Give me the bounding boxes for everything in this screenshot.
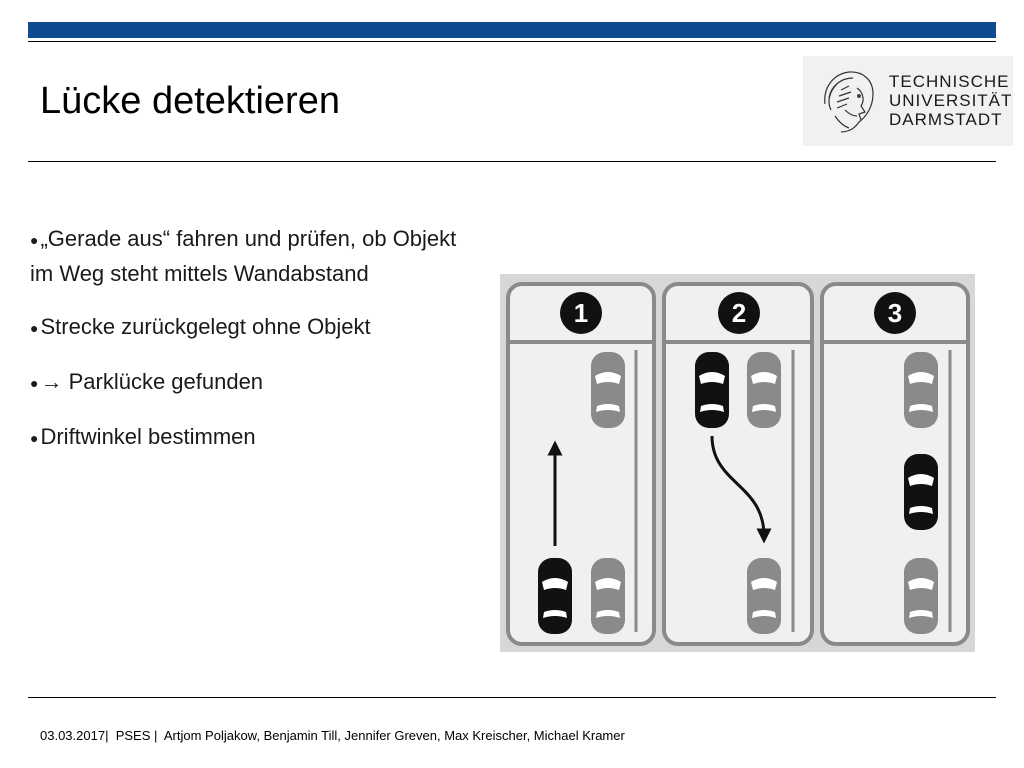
footer-divider [28,697,996,698]
panel-step-3 [822,284,968,644]
bullet-text: → Parklücke gefunden [40,369,264,394]
logo-line: TECHNISCHE [889,72,1010,91]
active-car [695,352,729,428]
step-number: 3 [887,298,903,328]
step-number: 1 [573,298,589,328]
active-car [538,558,572,634]
footer-authors: Artjom Poljakow, Benjamin Till, Jennifer Greven, Max Kreischer, Michael Kramer [163,728,625,743]
bullet-text: Driftwinkel bestimmen [40,424,256,449]
title-divider [28,161,996,162]
step-number: 2 [731,298,747,328]
footer: 03.03.2017| PSES | Artjom Poljakow, Benjamin Till, Jennifer Greven, Max Kreischer, Michael Kramer [40,728,625,743]
bullet-item [28,222,468,290]
bullet-dot-icon: ● [30,430,39,446]
logo-wordmark [889,72,1012,129]
bullet-dot-icon: ● [30,320,39,336]
footer-date: 03.03.2017 [40,728,106,743]
bullet-item [28,420,468,455]
panel-step-2 [664,284,812,644]
bullet-dot-icon: ● [30,375,39,391]
parking-diagram-svg [500,274,975,652]
parked-car [591,352,625,428]
top-accent-rule [28,41,996,42]
bullet-text: „Gerade aus“ fahren und prüfen, ob Objekt im Weg steht mittels Wandabstand [30,226,457,286]
bullet-text: Strecke zurückgelegt ohne Objekt [40,314,371,339]
parking-diagram [500,274,975,652]
logo-line: DARMSTADT [889,110,1003,129]
parked-car [591,558,625,634]
parked-car [904,558,938,634]
slide-title: Lücke detektieren [40,80,340,122]
athena-seal-icon [819,66,877,136]
bullet-item [28,365,468,400]
parked-car [747,558,781,634]
active-car [904,454,938,530]
logo-line: UNIVERSITÄT [889,91,1013,110]
bullet-list [28,222,468,475]
bullet-dot-icon: ● [30,232,39,248]
bullet-item [28,310,468,345]
parked-car [904,352,938,428]
panel-step-1 [508,284,654,644]
footer-course: PSES [115,728,151,743]
top-accent-bar [28,22,996,38]
university-logo [803,56,1013,146]
parked-car [747,352,781,428]
